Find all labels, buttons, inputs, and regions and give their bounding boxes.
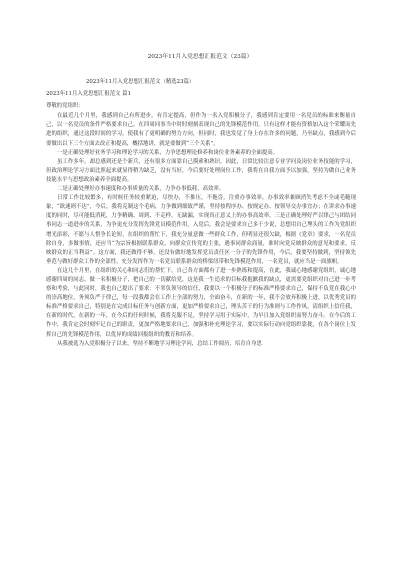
paragraph: 从我被选为入党积极分子以来，坚持不断地学习理论学问，总结工作阅历，培育自身思 [57,340,262,347]
document-title: 2023年11月入党思想汇报范文（23篇） [147,54,253,60]
paragraph: 在这几个月里，在组织的关心和同志们的帮忙下，自己各方面都有了进一步熟练和提高，在此，我诚心地感谢党组织，诚心地感谢四周的同志。做一名积极分子，把自己的一切献给党，这是我一生追求的目标我抱歉我的缺点，更需要党组织对自己进一步考察和考验，与此同时，我也自己提出了要求：不辜负领导的信任，我要以一个积极分子的标准严格要求自己，保持不负党在我心中的崇高地位，务须负严于律己，每一段我都会在工作上全部的努力，全面奋斗，在新的一年，我不会放弃积极上进，以优秀党员的标准严格要求自己，特别是在完成目标任务与创新方面，更加严格要求自己，理头苦干的行为准则与工作作风，请组织上信任我，在新的时代，在新的一年，在今后的任何时候，我将克服不足，坚持学习用于实际中，为早日加入党组织而努力奋斗。在今后的工作中，我肯定会时刻牢记自己的职责，更加严格地要求自己，加强和补充理论学习，要以实际行动向党组织靠拢，在各个岗位上发挥自己的先锋模范作用，以优异的成绩回报组织的教育和培养。 [46,267,356,338]
paragraph: 一是正确处理好业务学习和理论学习的关系，力争思想理论修养和岗位业务素养的全面提高。 [57,149,279,156]
paragraph: 在最近几个月里，我感到自己有所进步，有肯定提高，但作为一名入党积极分子，我感到肯定要用一名党员的标准来衡量自己，以一名党员的条件严格要求自己，在四周同事当中时时刻刻表现自己的先锋模范作用，只有这样才能有资格加入这个荣耀而先进的组织，通过这段时间的学习，使我有了更明确的努力方向，但同时，我也发觉了身上存在许多的问题，乃至缺点，我感到今后要做出以下三个方面去改正和提高，概括地讲，就是要做到“三个关系”。 [46,113,356,147]
document-body [46,78,356,349]
paragraph: 虽工作多年，却总感到还是个新兵，还有很多方面靠自己摸索和熟识，因此，日常比较注意专业学问及岗位业务技能的学习，但政治理论学习方面比照起来就显得稍为缺乏，没有当好，今后要好处理岗位工作，我将在自我方面予以加强，坚持为做自己业务技能水平与思想政治素养全面提高。 [46,158,356,183]
chapter-heading: 2023年11月入党思想汇报范文 篇1 [46,91,132,98]
paragraph: 二是正确处理好办事速度和办事质量的关系，力争办事低耗、高效率。 [57,186,225,193]
document-subtitle: 2023年11月入党思想汇报范文（精选23篇） [86,79,195,85]
paragraph: 日常工作比较繁多，有时候任务较重紧迫，尽快办，不推压，不拖沓，注重办事效率，办事效率兼顾消失考虑不全或毛糙现象，“欲速则不达”，今后，我将克制这个毛病，力争做到细致严谨，坚持按程序办、按规定办、按领导交办事宜办；在讲求办事速度的同时，尽可能低消耗，力争精确、周到、不走样，无缺漏，实现真正意义上的办事高效率。三是正确处理好严以律己与团结同事同志一道进步的关系，为争更充分发挥先锋党员模范作用，入党后，我会是要求自己多干少说，总想用自己埋头的工作为党组织增光添彩，不愿与人惜争长论短，在组织的帮忙下，我充分量意做一些群众工作，但明显还很欠缺，根据《党章》要求，一名党员除自身，多做事情，还应当“为宗旨根据联系群众，向群众宣传党的主张，遇事同群众商量，准时向党反映群众的意见和要求，反映群众的正当利益”。这方面，我还做得不够，还没有做好地发挥党员责任区一分子的先锋作用，今后，我要坚持做到，坚持领先垂范与做好群众工作的全部性，充分发挥作为一名党员联系群众的桥梁纽带和先锋模范作用，一名党员，就应当是一面旗帜。 [46,195,356,265]
salutation: 尊敬的党组织： [46,103,84,110]
